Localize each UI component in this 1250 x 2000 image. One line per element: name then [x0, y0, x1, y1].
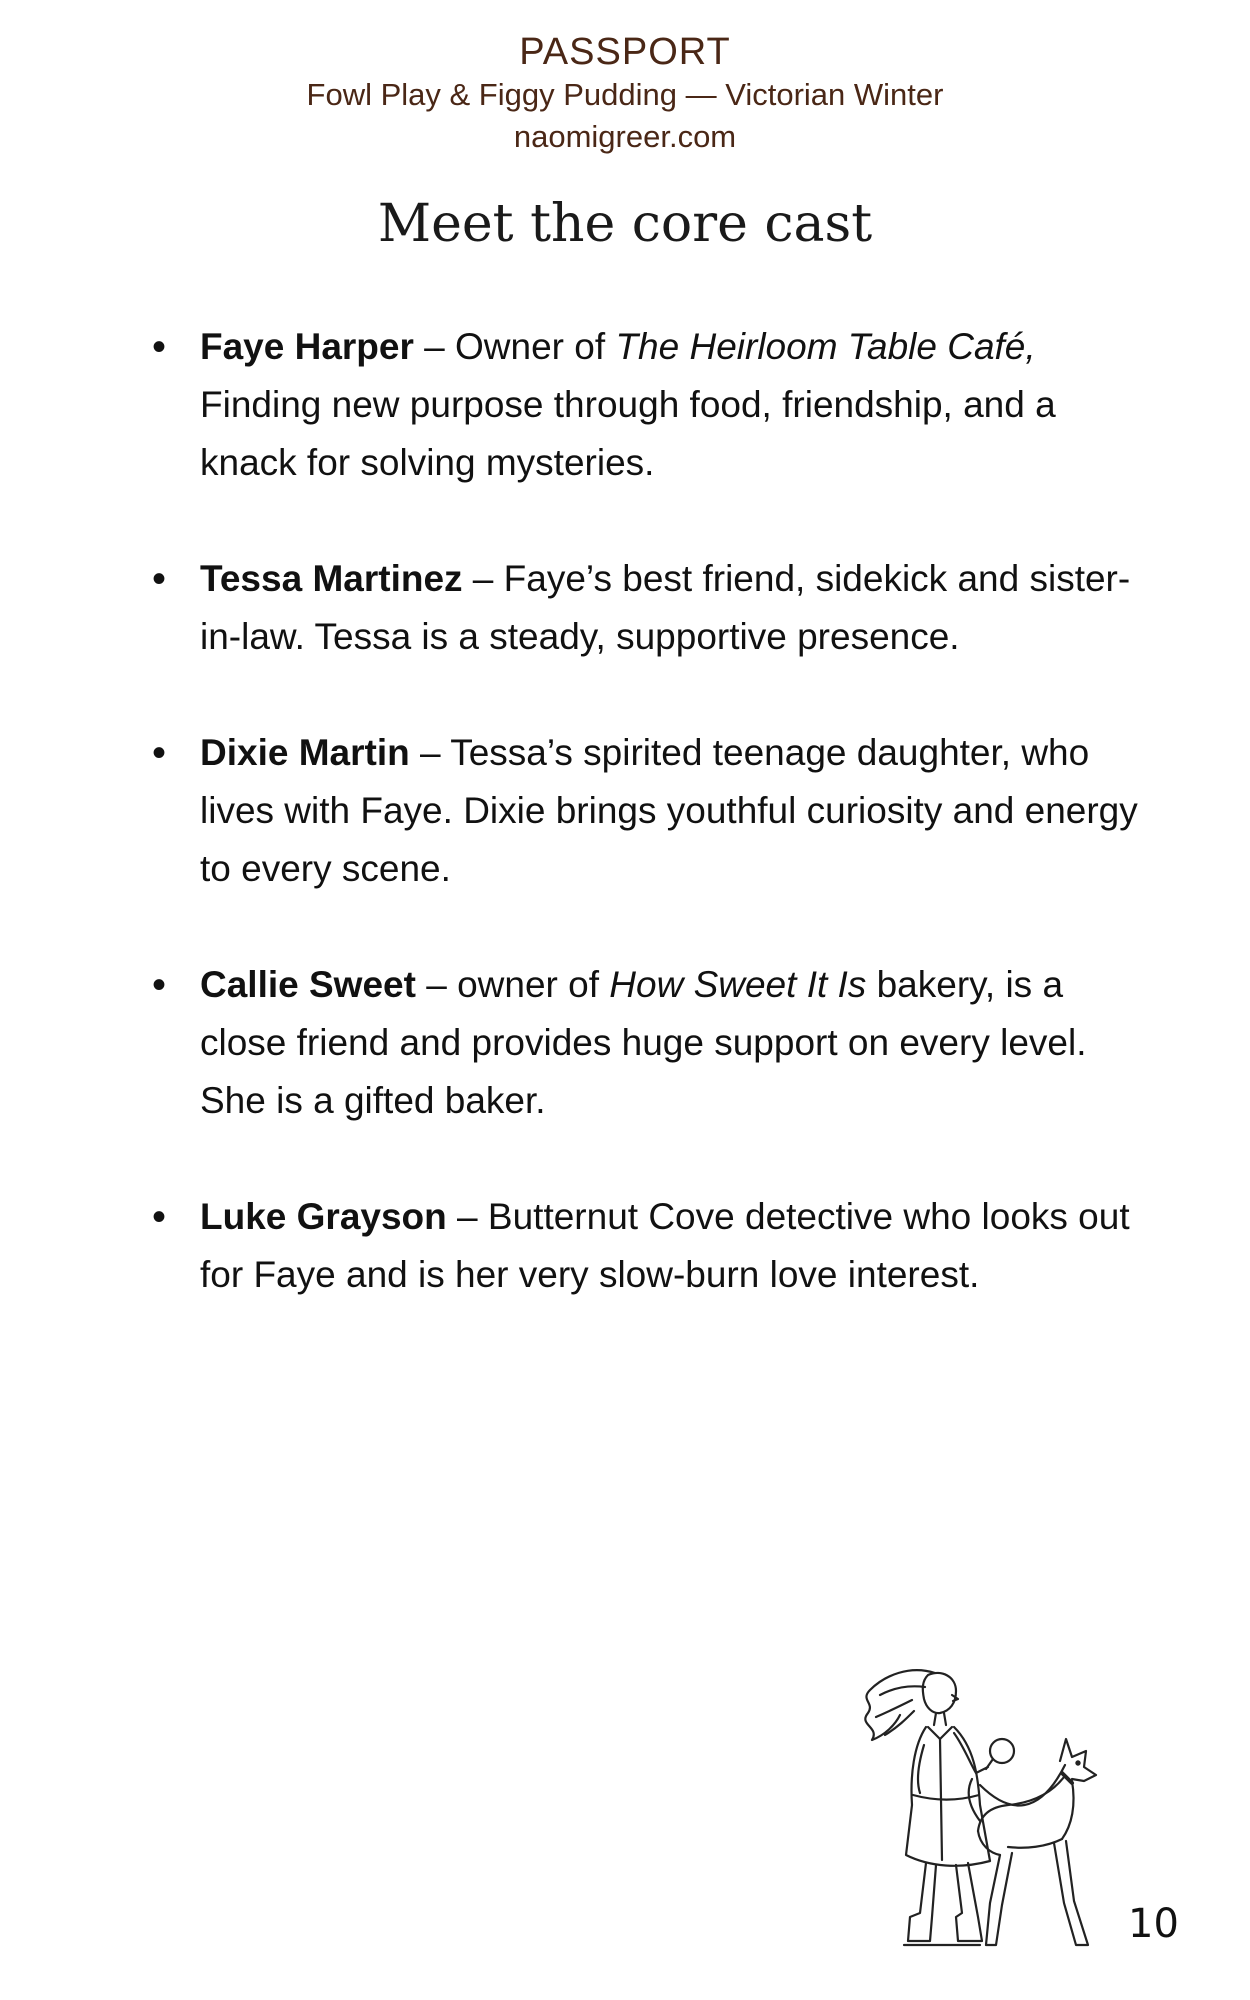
- cast-item-faye: [150, 318, 1140, 492]
- header-site: naomigreer.com: [513, 119, 737, 154]
- cast-separator: –: [409, 732, 451, 773]
- cast-name: Faye Harper: [200, 326, 414, 367]
- header-kicker: PASSPORT: [519, 31, 731, 73]
- cast-desc: Butternut Cove detective who looks out for Faye and is her very slow-burn love interest.: [200, 1196, 1130, 1295]
- cast-separator: –: [415, 964, 458, 1005]
- bullet-icon: •: [152, 325, 167, 369]
- page-header: [0, 30, 1250, 158]
- cast-desc-rest: bakery, is a close friend and provides huge support on every level. She is a gifted baker.: [200, 964, 1087, 1121]
- cast-name: Callie Sweet: [200, 964, 416, 1005]
- page-title: Meet the core cast: [377, 194, 873, 254]
- header-subtitle: Fowl Play & Figgy Pudding — Victorian Winter: [306, 77, 944, 112]
- page-number: 10: [1128, 1901, 1179, 1947]
- cast-desc: Faye’s best friend, sidekick and sister-in-law. Tessa is a steady, supportive presence.: [200, 558, 1131, 657]
- cast-item-callie: [150, 956, 1140, 1130]
- cast-desc: Owner of: [455, 326, 616, 367]
- cast-separator: –: [462, 558, 504, 599]
- cast-separator: –: [413, 326, 456, 367]
- bullet-icon: •: [152, 731, 167, 775]
- cast-desc-rest: Finding new purpose through food, friendship, and a knack for solving mysteries.: [200, 384, 1056, 483]
- cast-name: Dixie Martin: [200, 732, 410, 773]
- cast-name: Luke Grayson: [200, 1196, 447, 1237]
- cast-item-luke: [150, 1188, 1140, 1304]
- cast-name: Tessa Martinez: [200, 558, 463, 599]
- cast-item-tessa: [150, 550, 1140, 666]
- bullet-icon: •: [152, 963, 167, 1007]
- cast-list: [150, 318, 1140, 1362]
- bullet-icon: •: [152, 557, 167, 601]
- cast-desc-emphasis: How Sweet It Is: [609, 964, 867, 1005]
- detective-and-dog-illustration: [840, 1655, 1110, 1965]
- bullet-icon: •: [152, 1195, 167, 1239]
- cast-item-dixie: [150, 724, 1140, 898]
- cast-desc: Tessa’s spirited teenage daughter, who lives with Faye. Dixie brings youthful curiosity and energy to every scene.: [200, 732, 1138, 889]
- cast-separator: –: [446, 1196, 488, 1237]
- cast-desc-emphasis: The Heirloom Table Café,: [615, 326, 1036, 367]
- cast-desc: owner of: [457, 964, 610, 1005]
